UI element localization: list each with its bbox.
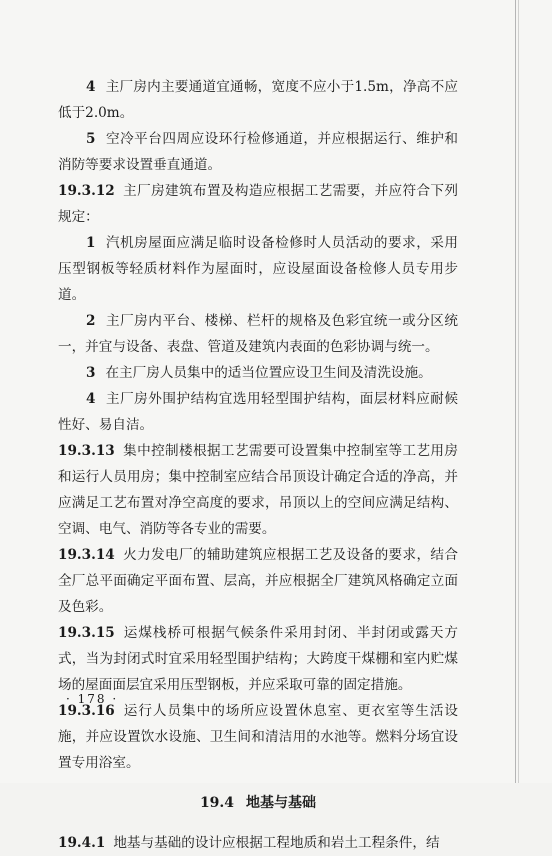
item-number: 5 [86, 131, 96, 147]
paragraph-text: 运煤栈桥可根据气候条件采用封闭、半封闭或露天方式，当为封闭式时宜采用轻型围护结构；大跨度干煤棚和室内贮煤场的屋面面层宜采用压型钢板，并应采取可靠的固定措施。 [58, 625, 458, 693]
paragraph-text: 运行人员集中的场所应设置休息室、更衣室等生活设施，并应设置饮水设施、卫生间和清洁用的水池等。燃料分场宜设置专用浴室。 [58, 703, 458, 771]
clause-number: 19.3.12 [58, 183, 115, 199]
paragraph-text: 空冷平台四周应设环行检修通道，并应根据运行、维护和消防等要求设置垂直通道。 [58, 131, 458, 173]
item-number: 3 [86, 365, 96, 381]
list-item-paragraph [58, 74, 458, 126]
paragraph-text: 主厂房内主要通道宜通畅，宽度不应小于1.5m，净高不应低于2.0m。 [58, 79, 458, 121]
paragraph-text: 在主厂房人员集中的适当位置应设卫生间及清洗设施。 [105, 365, 432, 381]
item-number: 4 [86, 79, 96, 95]
paragraph-text: 主厂房外围护结构宜选用轻型围护结构，面层材料应耐候性好、易自洁。 [58, 391, 458, 433]
clause-number: 19.3.13 [58, 443, 115, 459]
clause-number: 19.4.1 [58, 835, 106, 851]
item-number: 2 [86, 313, 96, 329]
section-title: 地基与基础 [246, 795, 317, 811]
list-item-paragraph [58, 126, 458, 178]
list-item-paragraph [58, 230, 458, 308]
item-number: 1 [86, 235, 96, 251]
paragraph-text: 地基与基础的设计应根据工程地质和岩土工程条件，结 [113, 835, 440, 851]
clause-paragraph [58, 830, 458, 856]
clause-paragraph [58, 542, 458, 620]
clause-paragraph [58, 620, 458, 698]
paragraph-text: 火力发电厂的辅助建筑应根据工艺及设备的要求，结合全厂总平面确定平面布置、层高，并应根据全厂建筑风格确定立面及色彩。 [58, 547, 458, 615]
clause-paragraph [58, 698, 458, 776]
section-number: 19.4 [199, 795, 235, 811]
paragraph-text: 汽机房屋面应满足临时设备检修时人员活动的要求，采用压型钢板等轻质材料作为屋面时，应设屋面设备检修人员专用步道。 [58, 235, 458, 303]
paragraph-list [58, 74, 458, 776]
item-number: 4 [86, 391, 96, 407]
list-item-paragraph [58, 386, 458, 438]
paragraph-text: 主厂房建筑布置及构造应根据工艺需要，并应符合下列规定： [58, 183, 458, 225]
clause-paragraph [58, 178, 458, 230]
page-edge-line [518, 0, 519, 783]
clause-number: 19.3.14 [58, 547, 115, 563]
clause-number: 19.3.15 [58, 625, 115, 641]
clause-paragraph [58, 438, 458, 542]
paragraph-text: 集中控制楼根据工艺需要可设置集中控制室等工艺用房和运行人员用房；集中控制室应结合吊顶设计确定合适的净高，并应满足工艺布置对净空高度的要求，吊顶以上的空间应满足结构、空调、电气、消防等各专业的需要。 [58, 443, 458, 537]
page-number: · 178 · [66, 692, 119, 706]
paragraph-text: 主厂房内平台、楼梯、栏杆的规格及色彩宜统一或分区统一，并宜与设备、表盘、管道及建筑内表面的色彩协调与统一。 [58, 313, 458, 355]
paragraph-list [58, 830, 458, 856]
section-heading [58, 790, 458, 816]
list-item-paragraph [58, 360, 458, 386]
page-content [58, 74, 458, 856]
clause-number: 19.3.16 [58, 703, 115, 719]
list-item-paragraph [58, 308, 458, 360]
page-edge-line [515, 0, 516, 783]
